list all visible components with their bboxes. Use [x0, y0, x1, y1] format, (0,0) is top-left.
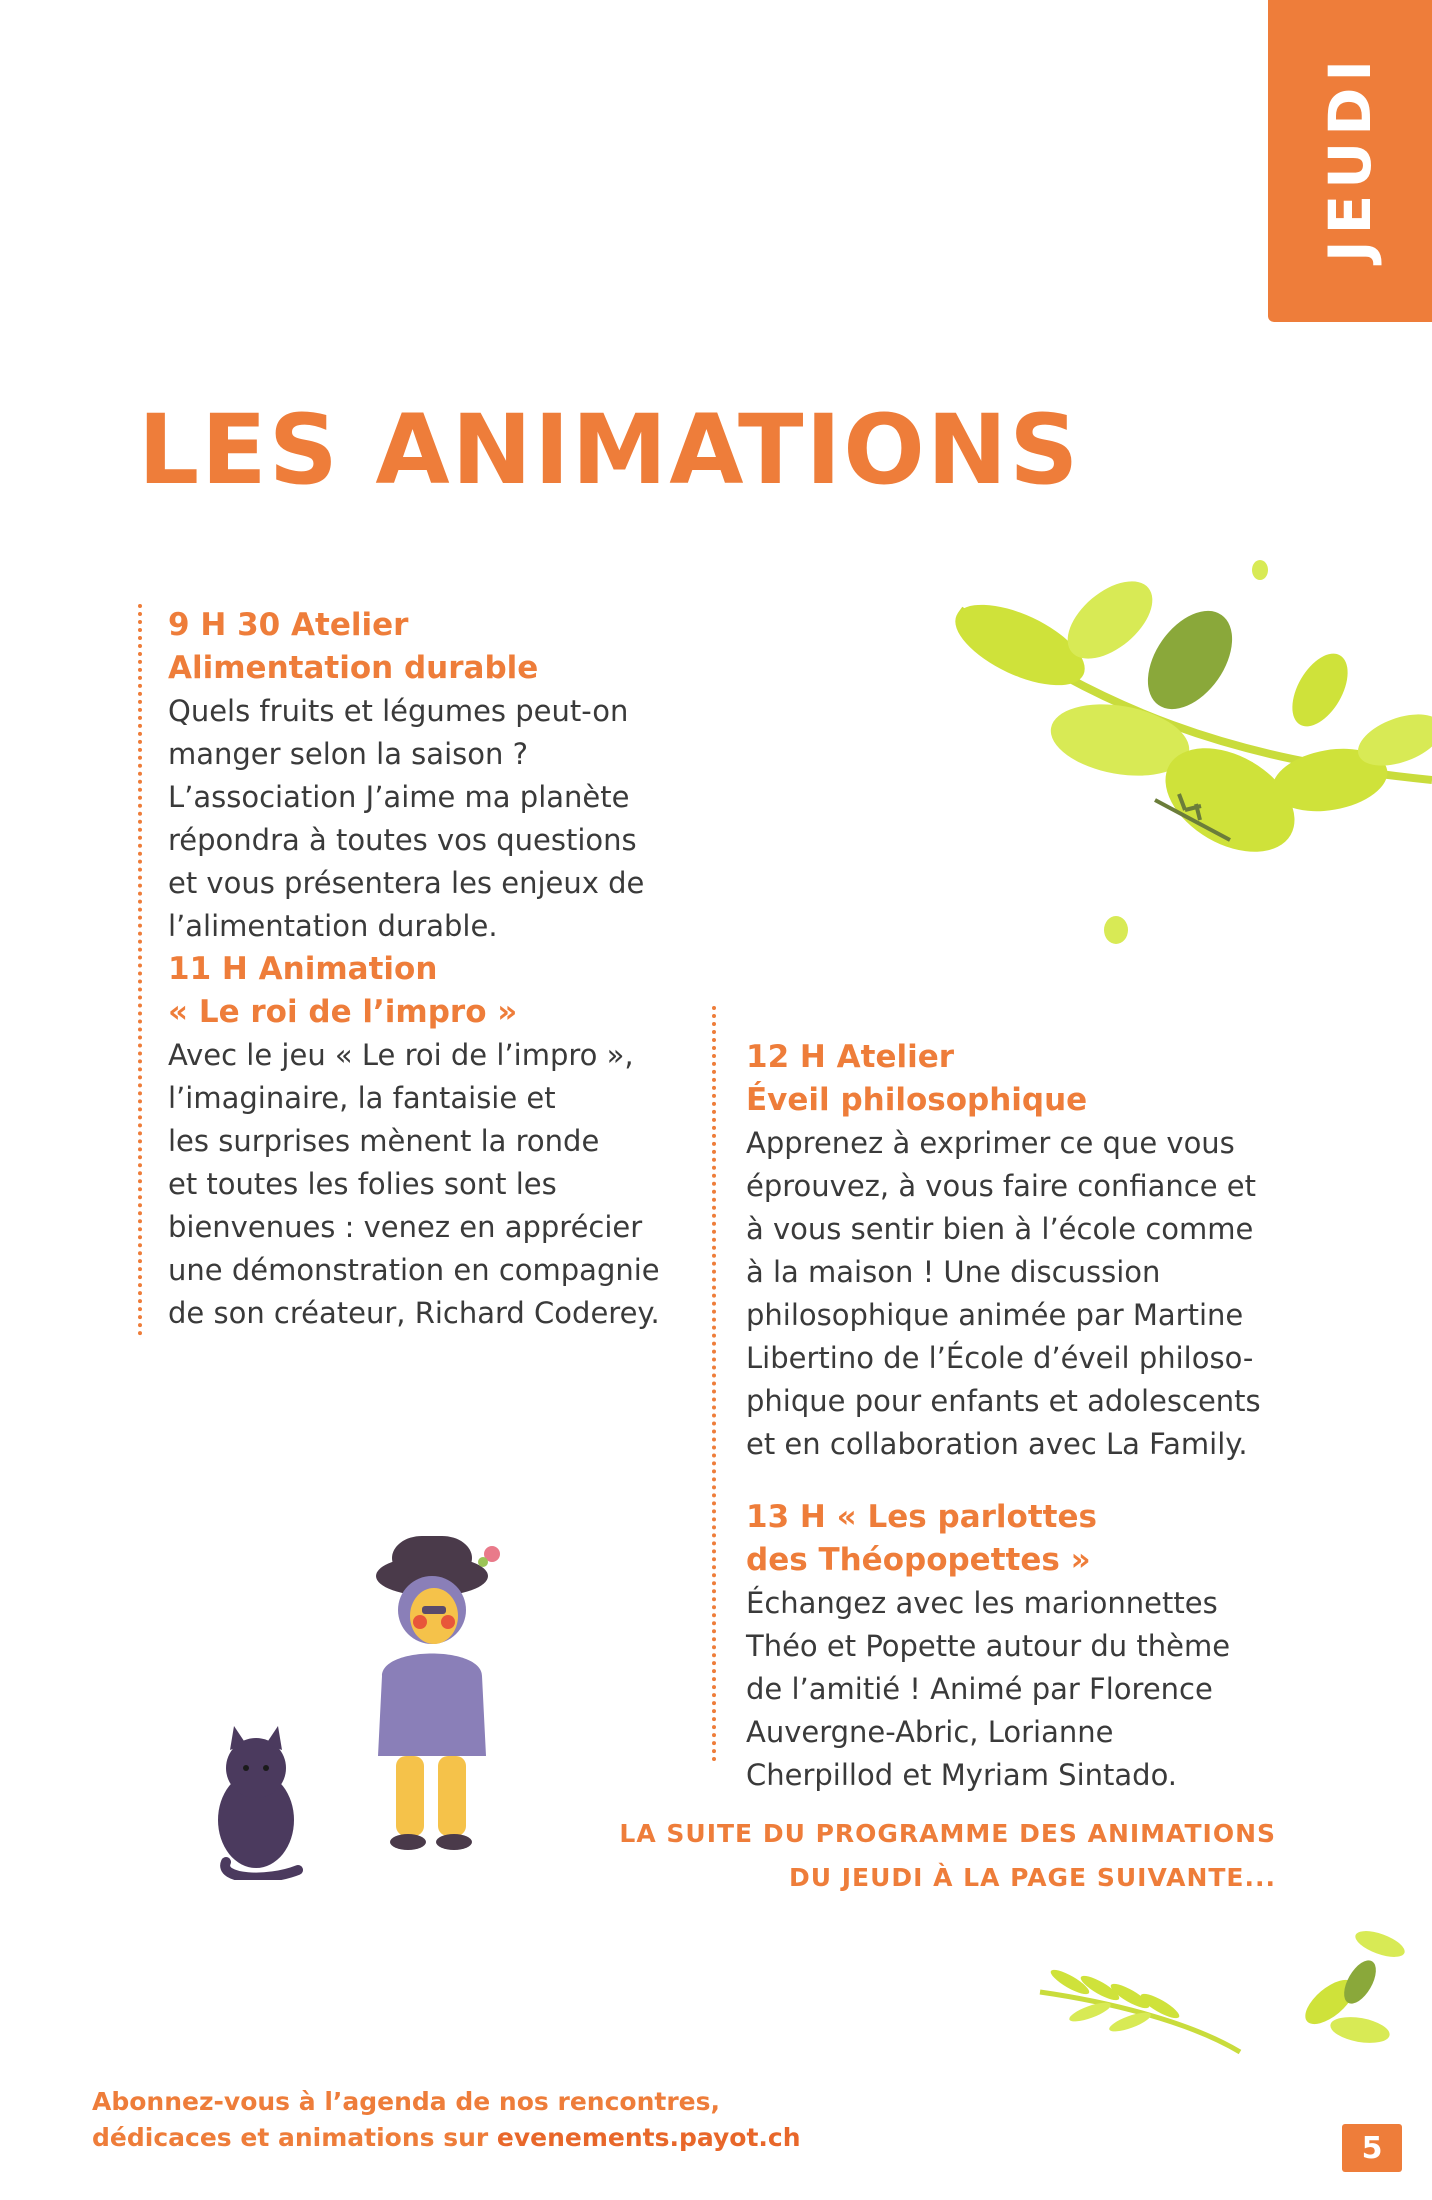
footer-line2	[92, 2120, 992, 2156]
event-atelier-philosophique	[746, 1036, 1292, 1466]
page-number: 5	[1342, 2124, 1402, 2172]
right-column	[712, 1006, 1292, 1792]
event-heading: 9 H 30 Atelier	[168, 607, 409, 643]
event-heading: 13 H « Les parlottes	[746, 1499, 1097, 1535]
leafy-branch-illustration	[900, 550, 1432, 950]
day-label-text: JEUDI	[1316, 53, 1384, 263]
event-heading: 12 H Atelier	[746, 1039, 955, 1075]
footer-line1: Abonnez-vous à l’agenda de nos rencontres,	[92, 2087, 720, 2116]
page-title: LES ANIMATIONS	[138, 394, 1081, 506]
event-description: Quels fruits et légumes peut-on manger selon la saison ? L’association J’aime ma planète répondra à toutes vos questions et vous présentera les enjeux de l’alimentation durable.	[168, 694, 645, 943]
agenda-link[interactable]: evenements.payot.ch	[496, 2123, 801, 2152]
small-leaves-illustration	[1030, 1922, 1432, 2062]
event-heading: 11 H Animation	[168, 951, 438, 987]
continue-note: LA SUITE DU PROGRAMME DES ANIMATIONS DU JEUDI À LA PAGE SUIVANTE...	[619, 1819, 1276, 1892]
event-heading-subtitle: Éveil philosophique	[746, 1082, 1088, 1118]
event-description: Avec le jeu « Le roi de l’impro », l’imaginaire, la fantaisie et les surprises mènent la ronde et toutes les folies sont les bienvenues : venez en apprécier une démonstration en compagnie de son créateur, Richard Coderey.	[168, 1038, 660, 1330]
event-animation-impro	[168, 948, 698, 1335]
event-description: Échangez avec les marionnettes Théo et Popette autour du thème de l’amitié ! Animé par Florence Auvergne-Abric, Lorianne Cherpillod et Myriam Sintado.	[746, 1586, 1231, 1792]
event-heading-subtitle: des Théopopettes »	[746, 1542, 1091, 1578]
day-tab-label	[1300, 38, 1400, 278]
left-column	[138, 604, 698, 1336]
footer-text	[92, 2084, 992, 2156]
child-with-hat-illustration	[352, 1526, 522, 1866]
footer-line2-prefix: dédicaces et animations sur	[92, 2123, 497, 2152]
event-parlottes	[746, 1496, 1292, 1797]
cat-illustration	[208, 1720, 308, 1880]
event-atelier-alimentation	[168, 604, 698, 948]
event-heading-subtitle: « Le roi de l’impro »	[168, 994, 518, 1030]
event-heading-subtitle: Alimentation durable	[168, 650, 539, 686]
event-description: Apprenez à exprimer ce que vous éprouvez, à vous faire confiance et à vous sentir bien à l’école comme à la maison ! Une discussion philosophique animée par Martine Libertino de l’École d’éveil philoso- phique pour enfants et adolescents et en collaboration avec La Family.	[746, 1126, 1261, 1461]
